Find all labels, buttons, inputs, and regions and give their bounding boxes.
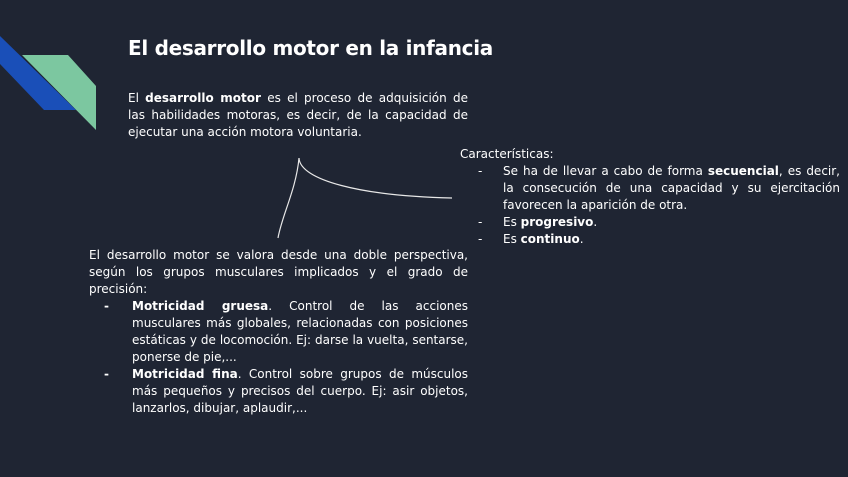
dash-bullet: - [104, 367, 109, 381]
connector-curve-right [299, 158, 452, 198]
list-item: - Motricidad gruesa. Control de las acciones musculares más globales, relacionadas con posiciones estáticas y de locomoción. Ej: darse la vuelta, sentarse, ponerse de pie,... [104, 299, 468, 364]
caracteristicas-block [460, 146, 840, 248]
dash-bullet: - [478, 215, 483, 229]
caracteristicas-heading: Características: [460, 147, 554, 161]
intro-bold-term: desarrollo motor [145, 91, 261, 105]
dash-bullet: - [478, 164, 483, 178]
perspectiva-intro: El desarrollo motor se valora desde una doble perspectiva, según los grupos musculares implicados y el grado de precisión: [89, 248, 468, 296]
list-item: - Es continuo. [478, 232, 584, 246]
caracteristicas-list [460, 163, 840, 248]
connector-curve-left [278, 158, 299, 238]
intro-paragraph: El desarrollo motor es el proceso de adquisición de las habilidades motoras, es decir, de la capacidad de ejecutar una acción motora voluntaria. [128, 91, 468, 139]
motricidad-list [89, 298, 468, 417]
dash-bullet: - [104, 299, 109, 313]
perspectiva-block [89, 247, 468, 417]
list-item: - Motricidad fina. Control sobre grupos de músculos más pequeños y precisos del cuerpo. Ej: asir objetos, lanzarlos, dibujar, aplaudir,... [104, 367, 468, 415]
list-item: - Es progresivo. [478, 215, 598, 229]
dash-bullet: - [478, 232, 483, 246]
slide-title: El desarrollo motor en la infancia [128, 36, 493, 60]
list-item: - Se ha de llevar a cabo de forma secuencial, es decir, la consecución de una capacidad y su ejercitación favorecen la aparición de otra. [478, 164, 840, 212]
